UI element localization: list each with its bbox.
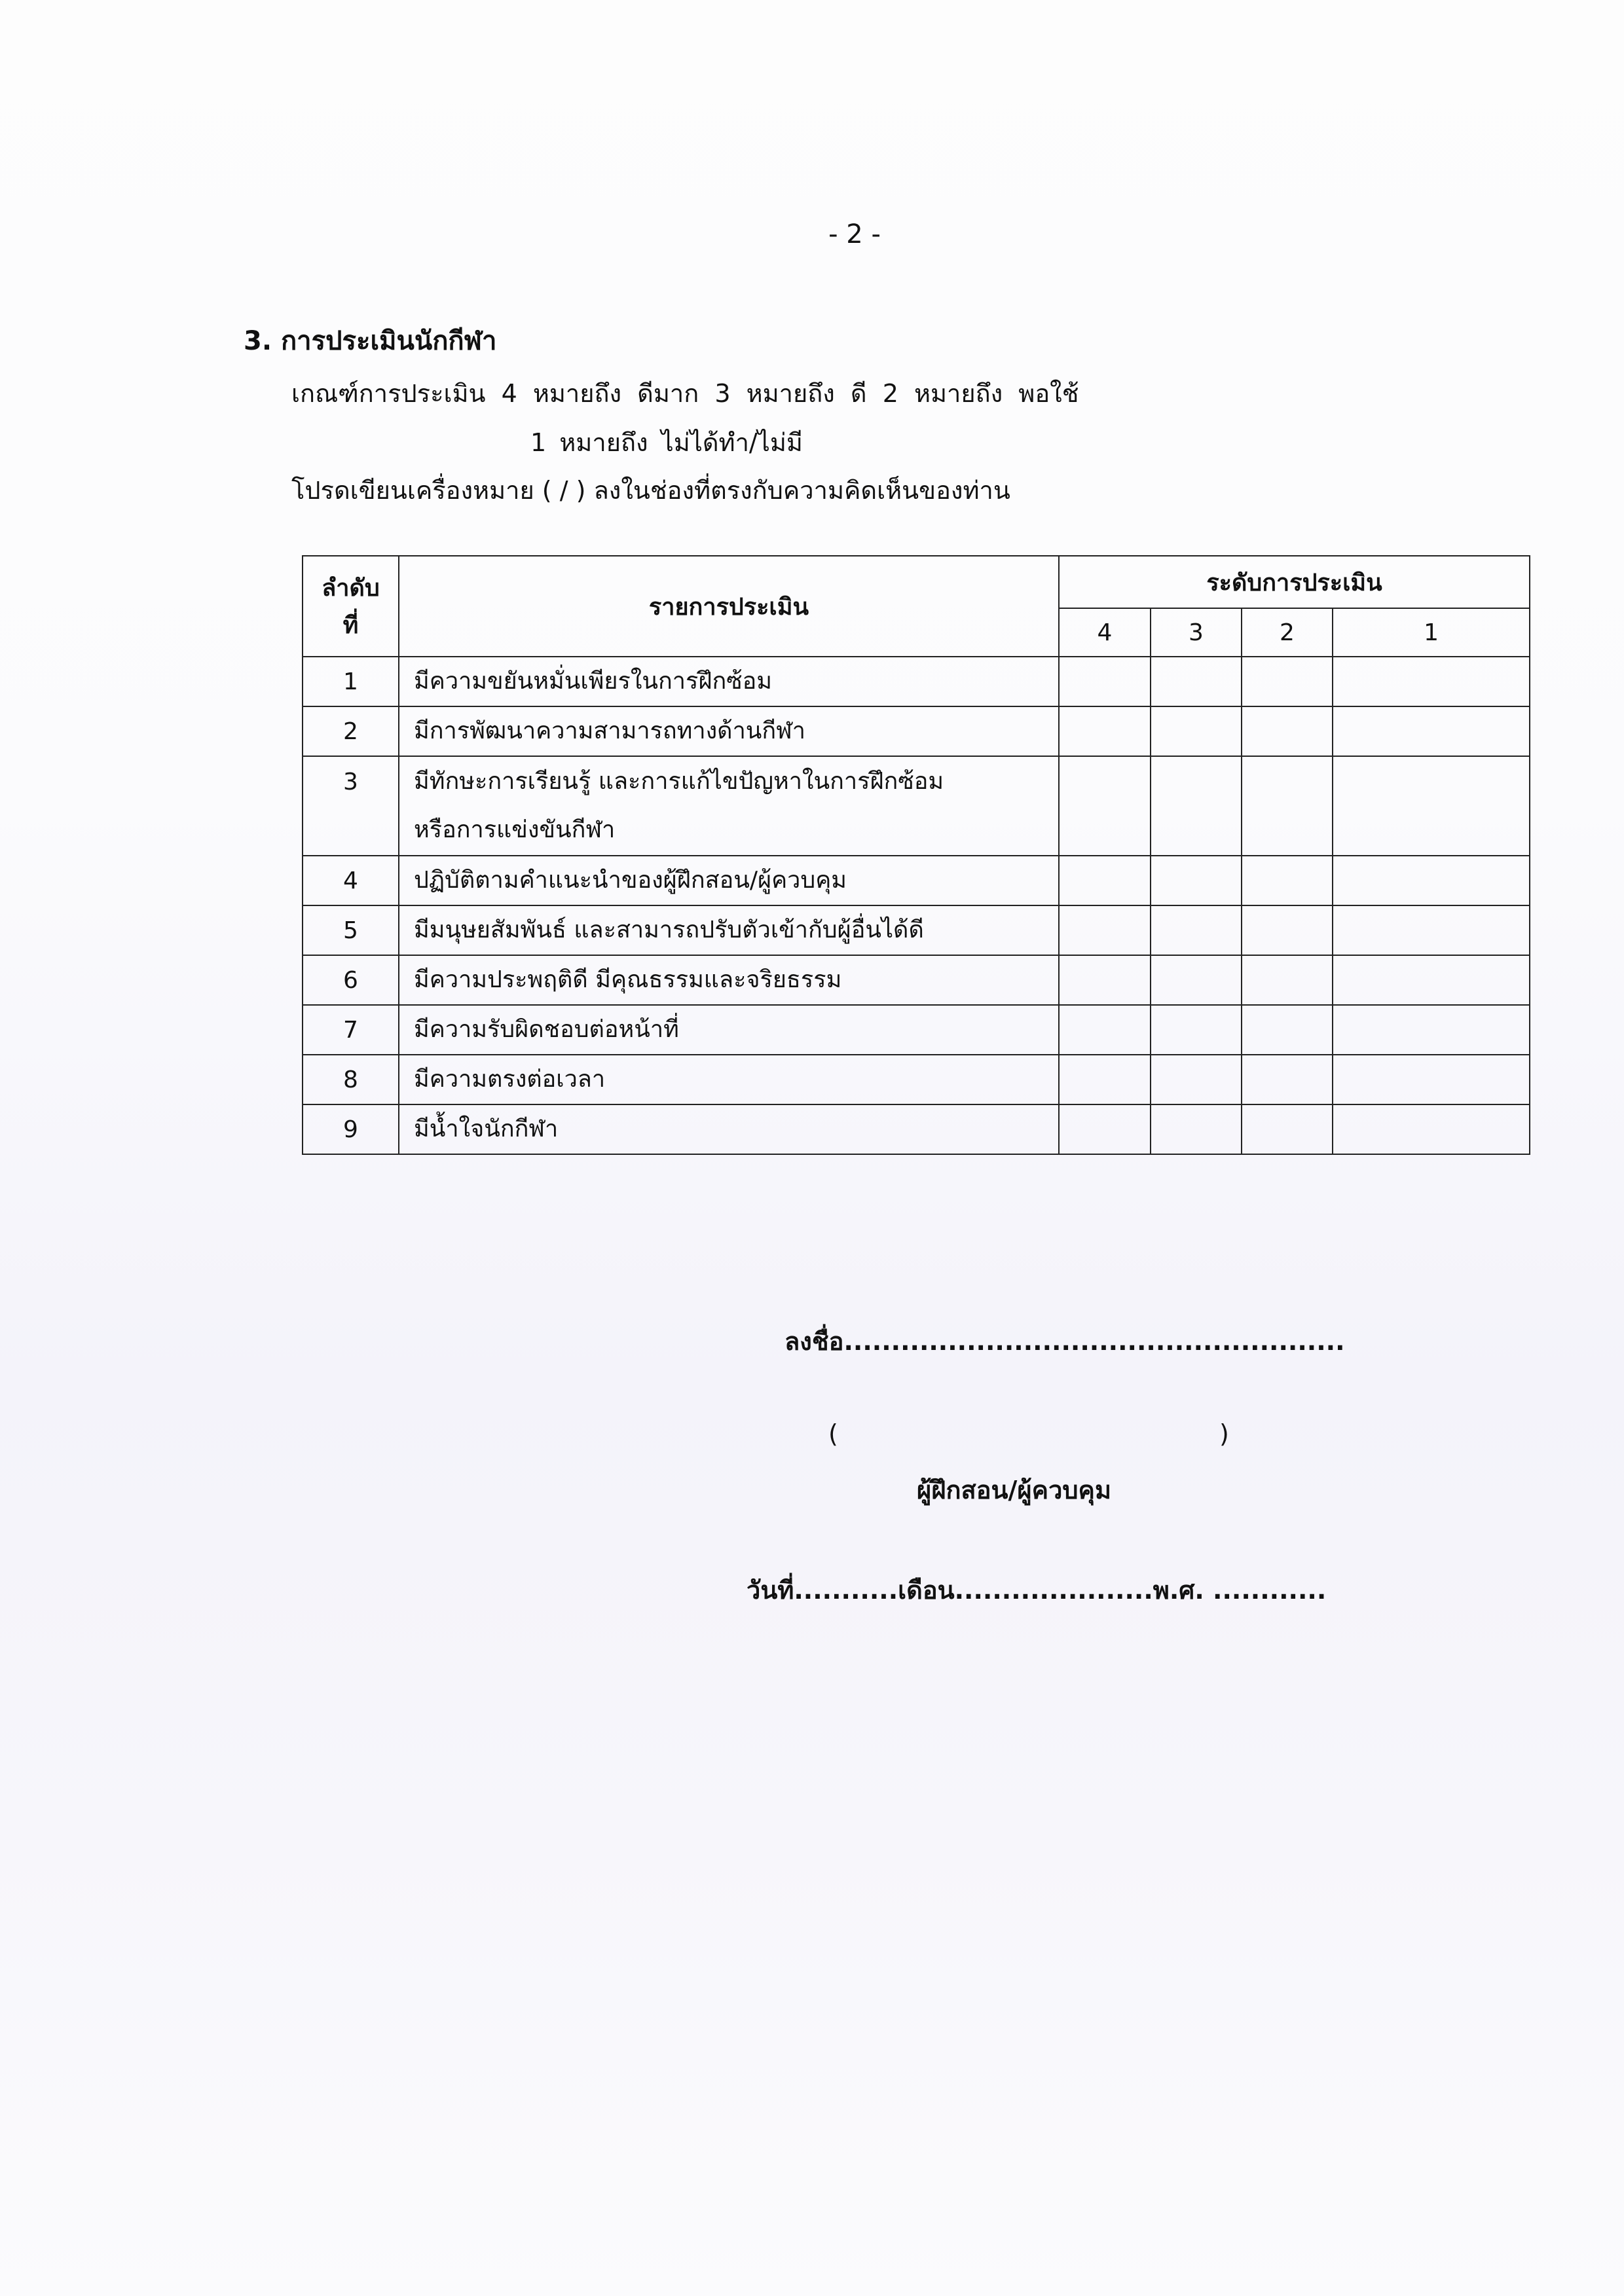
level-4-header: 4 [1059,608,1151,657]
rating-cell-2[interactable] [1242,756,1333,856]
level-2-header: 2 [1242,608,1333,657]
rating-cell-4[interactable] [1059,706,1151,756]
instruction-text: โปรดเขียนเครื่องหมาย ( / ) ลงในช่องที่ตรงกับความคิดเห็นของท่าน [291,476,1010,505]
rating-cell-3[interactable] [1151,1055,1242,1104]
rating-cell-3[interactable] [1151,1104,1242,1154]
rating-cell-4[interactable] [1059,856,1151,905]
rating-cell-4[interactable] [1059,1104,1151,1154]
rating-cell-2[interactable] [1242,1005,1333,1055]
rating-cell-1[interactable] [1333,955,1530,1005]
row-number: 7 [303,1005,399,1055]
row-item: มีความประพฤติดี มีคุณธรรมและจริยธรรม [399,955,1059,1005]
level-1-header: 1 [1333,608,1530,657]
rating-cell-2[interactable] [1242,955,1333,1005]
row-item-line1: มีทักษะการเรียนรู้ และการแก้ไขปัญหาในการฝึกซ้อม [414,768,944,795]
row-number: 9 [303,1104,399,1154]
row-number: 1 [303,657,399,706]
page-number: - 2 - [828,219,881,249]
rating-cell-4[interactable] [1059,905,1151,955]
signer-role: ผู้ฝึกสอน/ผู้ควบคุม [917,1476,1112,1504]
item-column-header: รายการประเมิน [399,556,1059,657]
rating-cell-3[interactable] [1151,905,1242,955]
row-item: มีความรับผิดชอบต่อหน้าที่ [399,1005,1059,1055]
section-title: 3. การประเมินนักกีฬา [244,326,497,356]
row-number: 3 [303,756,399,856]
signature-line: ลงชื่อ..................................................... [784,1327,1345,1356]
rating-cell-4[interactable] [1059,955,1151,1005]
row-item [399,756,1059,856]
criteria-line-2: 1 หมายถึง ไม่ได้ทำ/ไม่มี [530,428,803,457]
level-3-header: 3 [1151,608,1242,657]
row-item: มีความขยันหมั่นเพียรในการฝึกซ้อม [399,657,1059,706]
row-item: มีมนุษยสัมพันธ์ และสามารถปรับตัวเข้ากับผู้อื่นได้ดี [399,905,1059,955]
signature-name-paren-open: ( [828,1419,838,1448]
date-line: วันที่...........เดือน.....................พ.ศ. ............ [747,1576,1327,1605]
rating-cell-1[interactable] [1333,706,1530,756]
table-row [303,1055,1530,1104]
rating-cell-2[interactable] [1242,1104,1333,1154]
table-row [303,1005,1530,1055]
row-number: 8 [303,1055,399,1104]
rating-cell-4[interactable] [1059,1055,1151,1104]
rating-cell-3[interactable] [1151,657,1242,706]
rating-cell-1[interactable] [1333,1104,1530,1154]
row-number: 2 [303,706,399,756]
rating-cell-4[interactable] [1059,1005,1151,1055]
signature-name-paren-close: ) [1219,1419,1229,1448]
table-row [303,756,1530,856]
rating-cell-3[interactable] [1151,706,1242,756]
table-row [303,856,1530,905]
rating-cell-1[interactable] [1333,1005,1530,1055]
rating-cell-1[interactable] [1333,1055,1530,1104]
row-number: 4 [303,856,399,905]
rating-cell-2[interactable] [1242,905,1333,955]
rating-cell-1[interactable] [1333,657,1530,706]
rating-cell-4[interactable] [1059,756,1151,856]
evaluation-table [302,555,1530,1155]
row-item: มีการพัฒนาความสามารถทางด้านกีฬา [399,706,1059,756]
row-item: ปฏิบัติตามคำแนะนำของผู้ฝึกสอน/ผู้ควบคุม [399,856,1059,905]
rating-cell-1[interactable] [1333,856,1530,905]
rating-cell-2[interactable] [1242,856,1333,905]
table-row [303,706,1530,756]
rating-cell-2[interactable] [1242,1055,1333,1104]
table-row [303,1104,1530,1154]
order-header-line2: ที่ [342,612,359,639]
table-row [303,657,1530,706]
level-column-header: ระดับการประเมิน [1059,556,1530,608]
rating-cell-1[interactable] [1333,756,1530,856]
rating-cell-4[interactable] [1059,657,1151,706]
rating-cell-3[interactable] [1151,1005,1242,1055]
rating-cell-3[interactable] [1151,756,1242,856]
rating-cell-2[interactable] [1242,657,1333,706]
order-header-line1: ลำดับ [322,575,380,602]
table-row [303,955,1530,1005]
row-number: 6 [303,955,399,1005]
rating-cell-3[interactable] [1151,856,1242,905]
row-number: 5 [303,905,399,955]
criteria-line-1: เกณฑ์การประเมิน 4 หมายถึง ดีมาก 3 หมายถึง ดี 2 หมายถึง พอใช้ [291,379,1079,408]
row-item: มีน้ำใจนักกีฬา [399,1104,1059,1154]
rating-cell-2[interactable] [1242,706,1333,756]
order-column-header [303,556,399,657]
rating-cell-1[interactable] [1333,905,1530,955]
table-row [303,905,1530,955]
row-item: มีความตรงต่อเวลา [399,1055,1059,1104]
row-item-line2: หรือการแข่งขันกีฬา [414,816,616,843]
rating-cell-3[interactable] [1151,955,1242,1005]
